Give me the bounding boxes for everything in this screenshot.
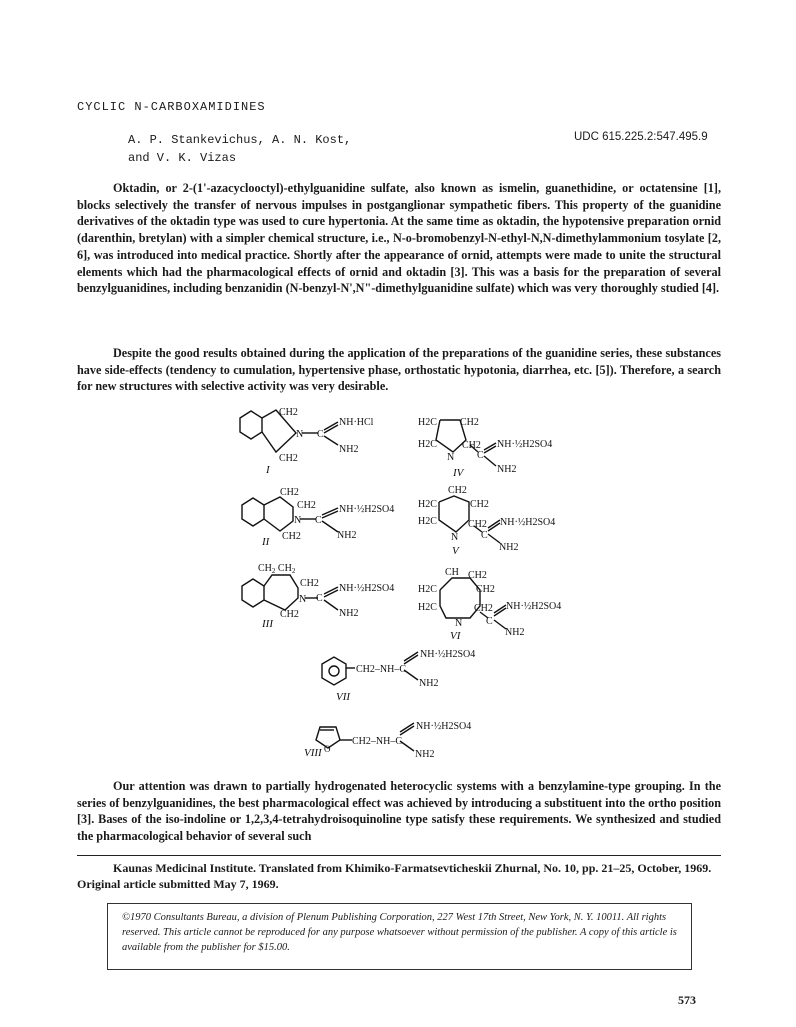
ch2-label-VI-c: CH2 — [474, 603, 493, 614]
oxygen-label-VIII: O — [324, 744, 331, 754]
compound-label-III: III — [262, 618, 273, 630]
nh2-label-I: NH2 — [339, 444, 359, 455]
chain-label-VII: CH2–NH–C — [356, 664, 407, 675]
ch2-label-V-b: CH2 — [470, 499, 489, 510]
nh2-label-V: NH2 — [499, 542, 519, 553]
ch2-label-VI-a: CH2 — [468, 570, 487, 581]
nh-sulfate-label-III: NH·½H2SO4 — [339, 583, 395, 594]
authors-line-2: and V. K. Vizas — [128, 151, 237, 165]
n-label-V: N — [451, 532, 459, 543]
udc-code: UDC 615.225.2:547.495.9 — [574, 131, 708, 143]
paragraph-2-text: Despite the good results obtained during the application of the preparations of the guanidine series, these substances have side-effects (tendency to cumulation, hypertensive phase, orthostatic hypotonia, diarrhea, etc. [5]). Therefore, a search for new structures with selective activity was very desirable. — [77, 346, 721, 394]
ch2-label-I-bottom: CH2 — [279, 453, 298, 464]
compound-label-V: V — [452, 545, 459, 557]
svg-text:C: C — [316, 593, 323, 604]
svg-text:C: C — [481, 530, 488, 541]
nh-sulfate-label-VI: NH·½H2SO4 — [506, 601, 562, 612]
footnote-divider — [77, 855, 721, 856]
h2c-label-IV-b: H2C — [418, 439, 437, 450]
paragraph-3 — [77, 778, 721, 845]
paragraph-1-text: Oktadin, or 2-(1'-azacyclooctyl)-ethylguanidine sulfate, also known as ismelin, guanethidine, or octatensine [1], blocks selectively the transfer of nervous impulses in postganglionar sympathetic fibers. This property of the guanidine derivatives of the oktadin type was used to cure hypertonia. At the same time as oktadin, the hypotensive preparation ornid (darenthin, bretylan) with a simpler chemical structure, i.e., N-o-bromobenzyl-N-ethyl-N,N-dimethylammonium tosylate [2, 6], was introduced into medical practice. Shortly after the appearance of ornid, attempts were made to unite the structural elements which had the pharmacological effects of ornid and oktadin [3]. This was a basis for the preparation of several benzylguanidines, including benzanidin (N-benzyl-N',N"-dimethylguanidine sulfate) which was very thoroughly studied [4]. — [77, 181, 721, 296]
n-label-I: N — [296, 429, 304, 440]
n-label-II: N — [294, 515, 302, 526]
structure-V — [418, 485, 555, 557]
nh2-label-III: NH2 — [339, 608, 359, 619]
compound-label-II: II — [262, 536, 270, 548]
nh2-label-VII: NH2 — [419, 678, 439, 689]
nh-hcl-label: NH·HCl — [339, 417, 374, 428]
structure-II — [242, 487, 394, 548]
nh-sulfate-label-VIII: NH·½H2SO4 — [416, 721, 472, 732]
ch2-label-II-c: CH2 — [282, 531, 301, 542]
ch2-label-VI-b: CH2 — [476, 584, 495, 595]
ch2-label-V-a: CH2 — [448, 485, 467, 496]
h2c-label-IV-a: H2C — [418, 417, 437, 428]
ch2-label-II-b: CH2 — [297, 500, 316, 511]
compound-label-IV: IV — [453, 467, 464, 479]
ch-label-VI: CH — [445, 567, 459, 578]
nh2-label-II: NH2 — [337, 530, 357, 541]
compound-label-VI: VI — [450, 630, 461, 642]
structure-VI — [418, 567, 561, 642]
ch2-label-II-a: CH2 — [280, 487, 299, 498]
svg-text:C: C — [486, 616, 493, 627]
benzene-ring-II — [242, 498, 264, 526]
benzene-ring-I — [240, 411, 262, 439]
svg-text:C: C — [477, 450, 484, 461]
nh2-label-VIII: NH2 — [415, 749, 435, 760]
h2c-label-V-a: H2C — [418, 499, 437, 510]
structure-VII — [322, 649, 475, 703]
svg-text:C: C — [315, 515, 322, 526]
structure-IV — [418, 417, 552, 479]
page-number: 573 — [678, 993, 696, 1007]
ch2-label-IV-a: CH2 — [460, 417, 479, 428]
footnote: Kaunas Medicinal Institute. Translated from Khimiko-Farmatsevticheskii Zhurnal, No. 10, pp. 21–25, October, 1969. Original article submitted May 7, 1969. — [77, 861, 712, 891]
ch2-label-III-a: CH2 — [300, 578, 319, 589]
h2c-label-VI-b: H2C — [418, 602, 437, 613]
benzene-ring-VII — [322, 657, 346, 685]
ch2-label-IV-b: CH2 — [462, 440, 481, 451]
authors-line-1: A. P. Stankevichus, A. N. Kost, — [128, 133, 352, 147]
benzene-ring-III — [242, 579, 264, 607]
ch2-label-III-b: CH2 — [280, 609, 299, 620]
nh-sulfate-label-VII: NH·½H2SO4 — [420, 649, 476, 660]
compound-label-VIII: VIII — [304, 747, 322, 759]
svg-text:C: C — [317, 429, 324, 440]
n-label-VI: N — [455, 618, 463, 629]
paragraph-3-text: Our attention was drawn to partially hydrogenated heterocyclic systems with a benzylamine-type grouping. In the series of benzylguanidines, the best pharmacological effect was achieved by introducing a substituent into the ortho position [3]. Bases of the iso-indoline or 1,2,3,4-tetrahydroisoquinoline type satisfy these requirements. We synthesized and studied the pharmacological behavior of several such — [77, 779, 721, 844]
n-label-III: N — [299, 594, 307, 605]
h2c-label-V-b: H2C — [418, 516, 437, 527]
svg-text:CH2 CH2: $CH_2$ $CH_2$ — [258, 563, 296, 575]
structure-I — [240, 407, 374, 476]
ch2-label-V-c: CH2 — [468, 519, 487, 530]
structure-VIII — [304, 721, 471, 760]
h2c-label-VI-a: H2C — [418, 584, 437, 595]
chain-label-VIII: CH2–NH–C — [352, 736, 403, 747]
nh-sulfate-label-IV: NH·½H2SO4 — [497, 439, 553, 450]
copyright-notice: ©1970 Consultants Bureau, a division of Plenum Publishing Corporation, 227 West 17th Street, New York, N. Y. 10011. All rights reserved. This article cannot be reproduced for any purpose whatsoever without permission of the publisher. A copy of this article is available from the publisher for $15.00. — [122, 912, 677, 953]
nh-sulfate-label-II: NH·½H2SO4 — [339, 504, 395, 515]
compound-label-I: I — [266, 464, 270, 476]
article-title: CYCLIC N-CARBOXAMIDINES — [77, 100, 266, 114]
n-label-IV: N — [447, 452, 455, 463]
nh2-label-IV: NH2 — [497, 464, 517, 475]
nh-sulfate-label-V: NH·½H2SO4 — [500, 517, 556, 528]
structure-III — [242, 563, 394, 630]
piperidine-ring-V — [439, 496, 469, 532]
nh2-label-VI: NH2 — [505, 627, 525, 638]
compound-label-VII: VII — [336, 691, 351, 703]
ch2-label-I-top: CH2 — [279, 407, 298, 418]
